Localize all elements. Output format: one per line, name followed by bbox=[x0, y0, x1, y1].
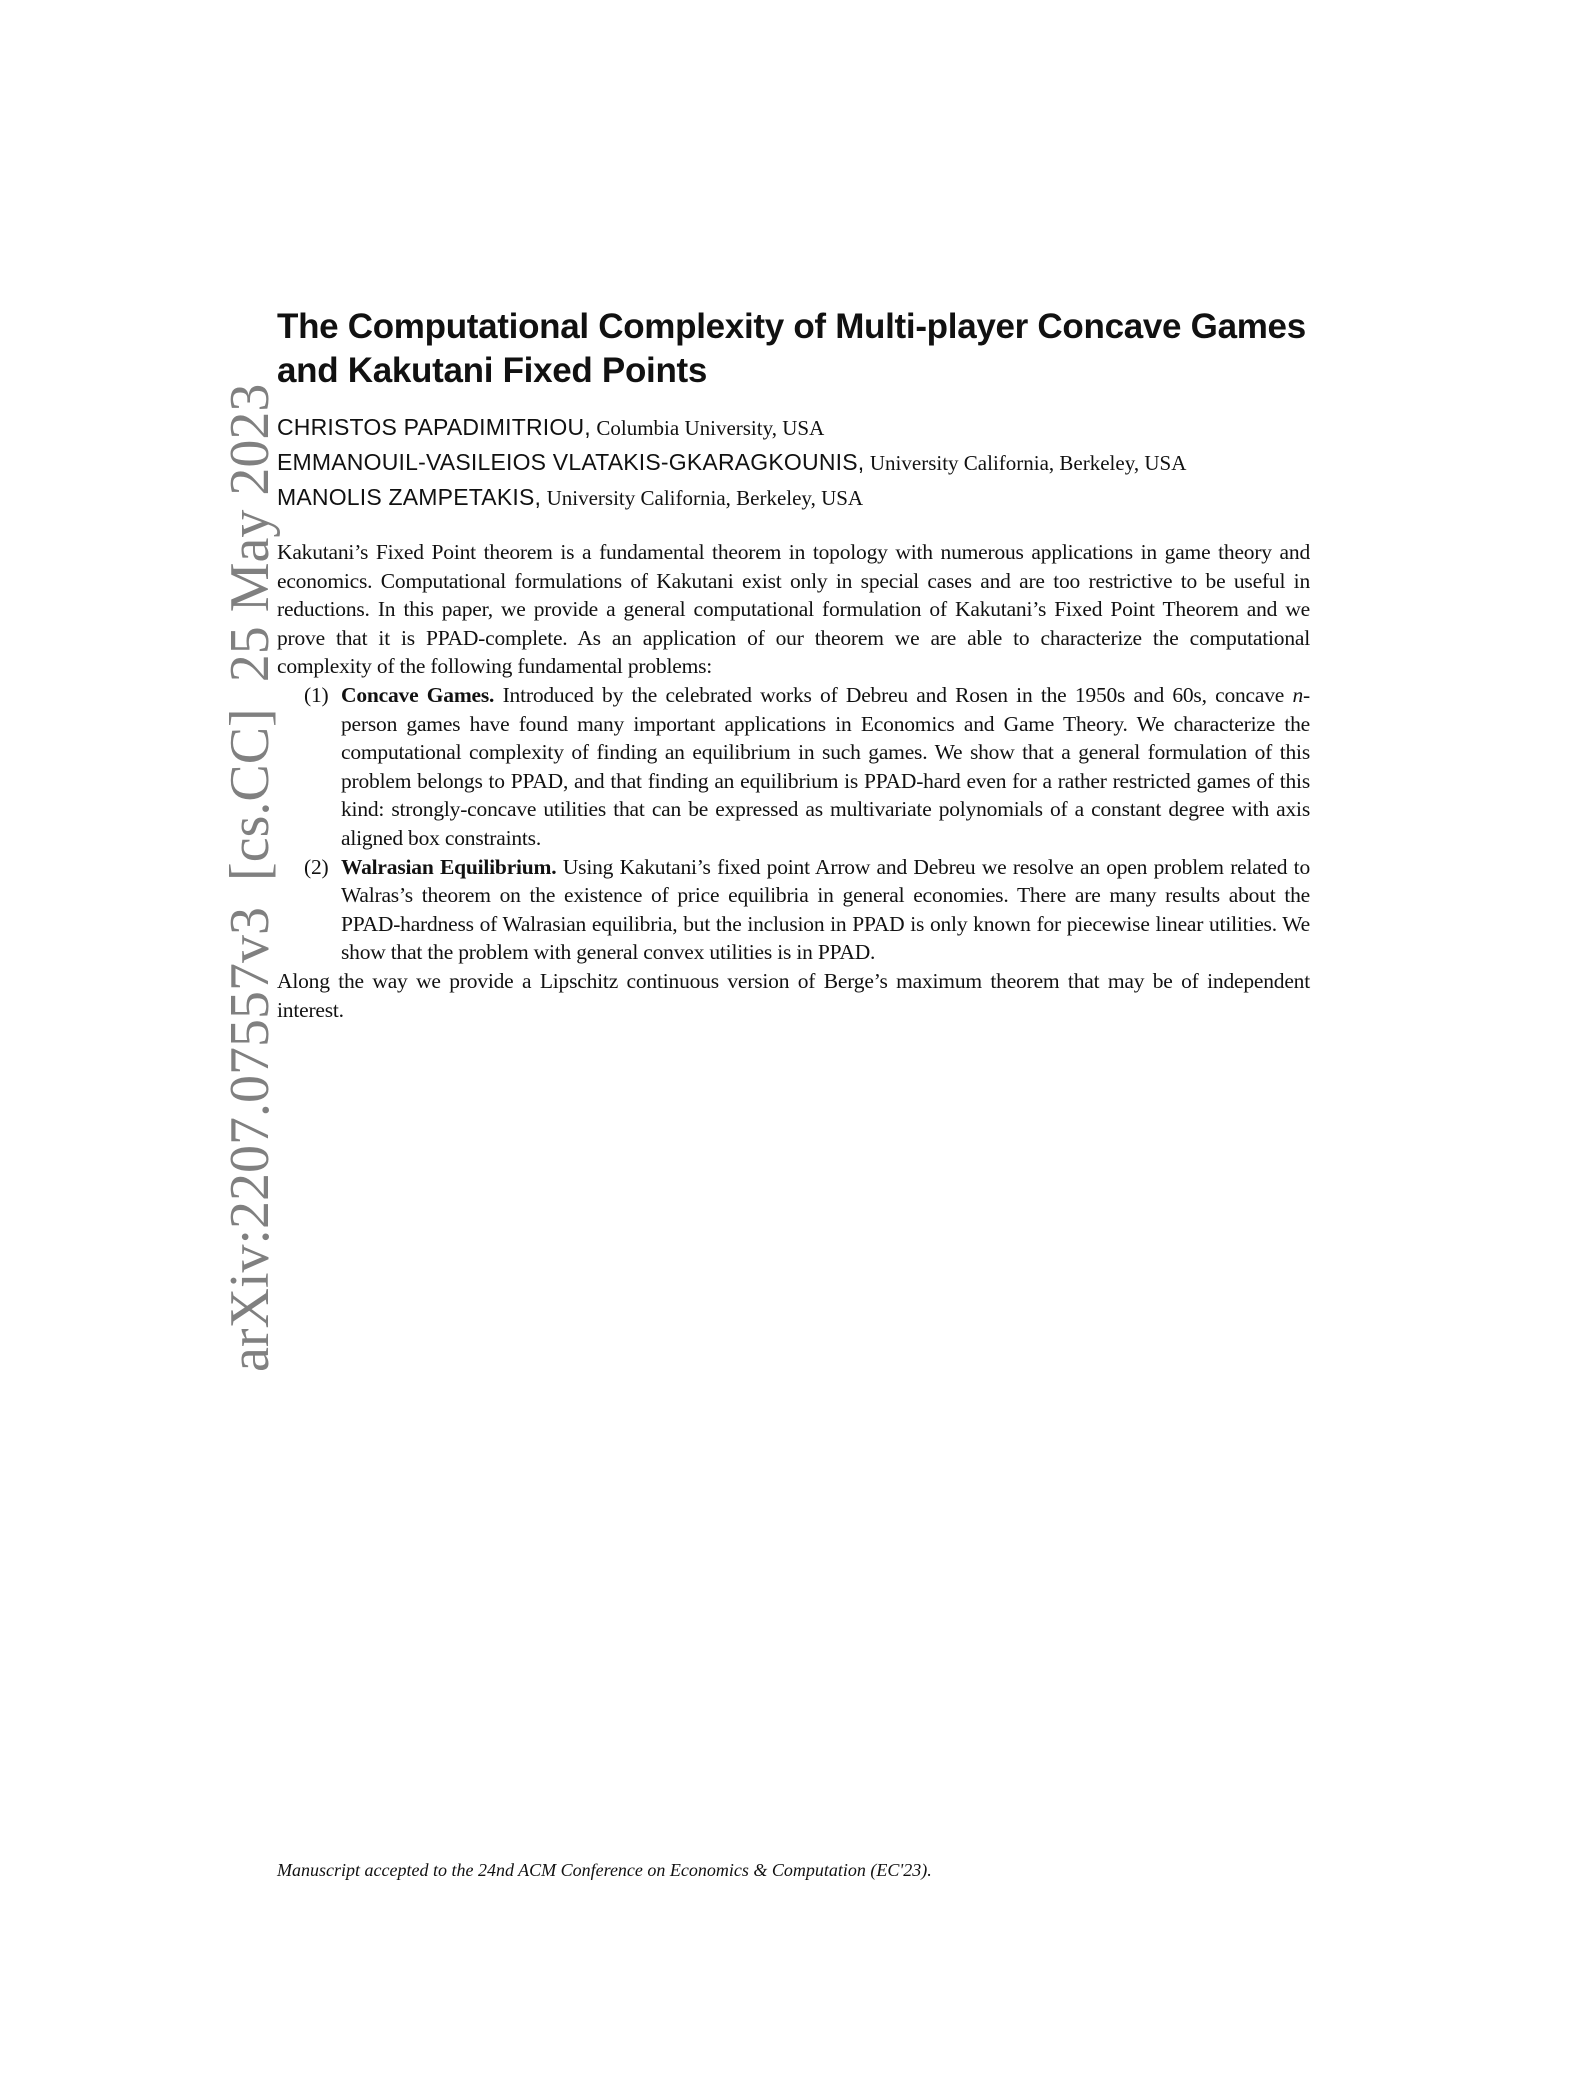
author-entry: EMMANOUIL-VASILEIOS VLATAKIS-GKARAGKOUNIS, University California, Berkeley, USA bbox=[277, 449, 1187, 475]
paper-title: The Computational Complexity of Multi-player Concave Games and Kakutani Fixed Points bbox=[277, 307, 1306, 390]
abstract-closing: Along the way we provide a Lipschitz continuous version of Berge’s maximum theorem that may be of independent interest. bbox=[277, 968, 1310, 1022]
problem-item-concave-games bbox=[277, 681, 1310, 853]
problem-text: -person games have found many important applications in Economics and Game Theory. We characterize the computational complexity of finding an equilibrium in such games. We show that a general formulation of this problem belongs to PPAD, and that finding an equilibrium is PPAD-hard even for a rather restricted games of this kind: strongly-concave utilities that can be expressed as multivariate polynomials of a constant degree with axis aligned box constraints. bbox=[341, 682, 1311, 850]
author-affiliation: University California, Berkeley, USA bbox=[869, 451, 1187, 475]
arxiv-category: [cs.CC] bbox=[219, 708, 281, 881]
list-number: (2) bbox=[304, 854, 329, 879]
problem-list bbox=[277, 681, 1310, 967]
problem-text-italic: n bbox=[1292, 682, 1304, 707]
author-name: MANOLIS ZAMPETAKIS bbox=[277, 484, 535, 510]
abstract-intro: Kakutani’s Fixed Point theorem is a fundamental theorem in topology with numerous applications in game theory and economics. Computational formulations of Kakutani exist only in special cases and are too restrictive to be useful in reductions. In this paper, we provide a general computational formulation of Kakutani’s Fixed Point Theorem and we prove that it is PPAD-complete. As an application of our theorem we are able to characterize the computational complexity of the following fundamental problems: bbox=[277, 540, 1310, 679]
author-entry: CHRISTOS PAPADIMITRIOU, Columbia University, USA bbox=[277, 414, 825, 440]
front-matter bbox=[277, 305, 1310, 1024]
author-affiliation: University California, Berkeley, USA bbox=[546, 486, 864, 510]
author-name: EMMANOUIL-VASILEIOS VLATAKIS-GKARAGKOUNIS bbox=[277, 449, 858, 475]
problem-heading: Concave Games. bbox=[341, 682, 495, 707]
author-list bbox=[277, 410, 1310, 515]
problem-heading: Walrasian Equilibrium. bbox=[341, 854, 557, 879]
arxiv-date: 25 May 2023 bbox=[219, 383, 281, 683]
author-name: CHRISTOS PAPADIMITRIOU bbox=[277, 414, 585, 440]
list-number: (1) bbox=[304, 682, 329, 707]
author-entry: MANOLIS ZAMPETAKIS, University California, Berkeley, USA bbox=[277, 484, 864, 510]
problem-text: Using Kakutani’s fixed point Arrow and Debreu we resolve an open problem related to Walras’s theorem on the existence of price equilibria in general economies. There are many results about the PPAD-hardness of Walrasian equilibria, but the inclusion in PPAD is only known for piecewise linear utilities. We show that the problem with general convex utilities is in PPAD. bbox=[341, 854, 1310, 965]
arxiv-margin-stamp bbox=[219, 383, 281, 1372]
arxiv-id: arXiv:2207.07557v3 bbox=[219, 906, 281, 1372]
author-affiliation: Columbia University, USA bbox=[596, 416, 825, 440]
problem-text: Introduced by the celebrated works of Debreu and Rosen in the 1950s and 60s, concave bbox=[494, 682, 1293, 707]
abstract bbox=[277, 538, 1310, 1024]
footer-note: Manuscript accepted to the 24nd ACM Conference on Economics & Computation (EC'23). bbox=[277, 1860, 932, 1880]
problem-item-walrasian-equilibrium bbox=[277, 853, 1310, 967]
